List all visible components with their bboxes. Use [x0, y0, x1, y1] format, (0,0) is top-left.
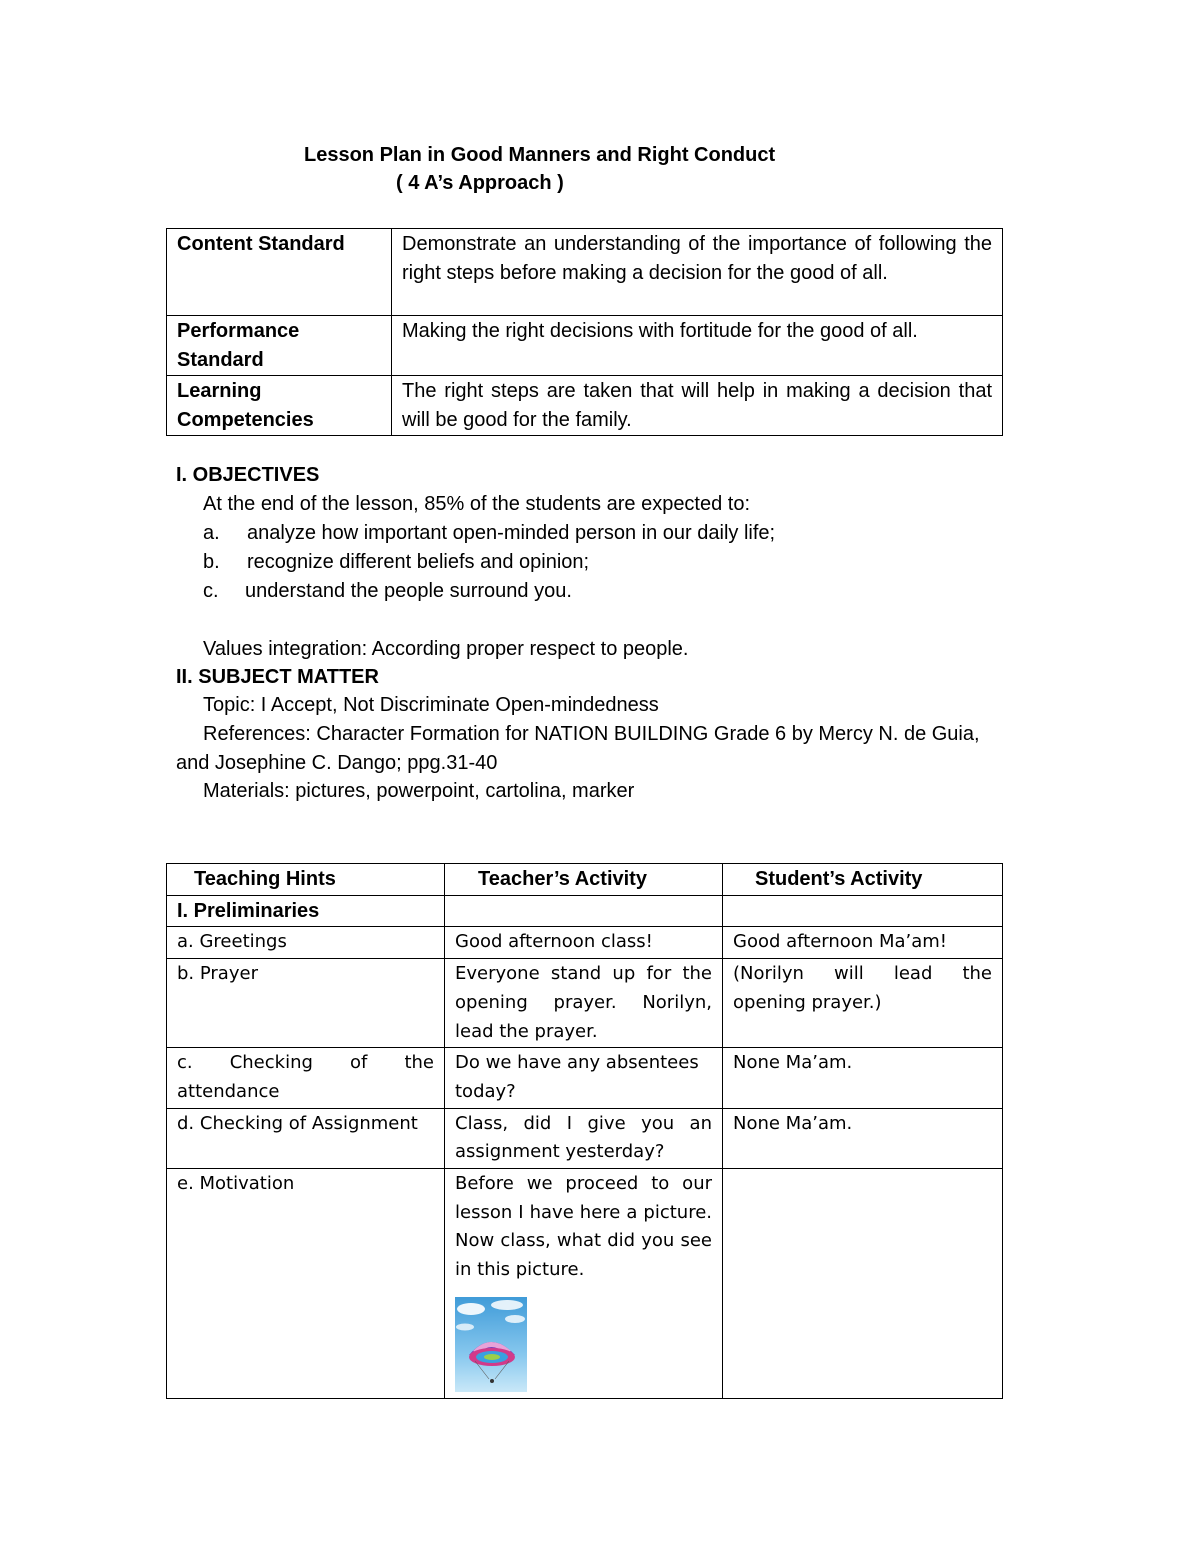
- standard-text: The right steps are taken that will help in making a decision that will be good for the family.: [392, 376, 1003, 436]
- objectives-intro: At the end of the lesson, 85% of the students are expected to:: [203, 493, 751, 515]
- column-header: Teaching Hints: [167, 864, 445, 896]
- standard-text: Demonstrate an understanding of the importance of following the right steps before making a decision for the good of all.: [392, 229, 1003, 316]
- table-row: [167, 229, 1003, 316]
- teacher-activity: Do we have any absentees today?: [445, 1048, 723, 1108]
- document-subtitle: ( 4 A’s Approach ): [396, 172, 564, 194]
- teacher-activity: Before we proceed to our lesson I have here a picture. Now class, what did you see in this picture.: [455, 1173, 712, 1281]
- objective-item: analyze how important open-minded person in our daily life;: [247, 522, 776, 544]
- objective-item: recognize different beliefs and opinion;: [247, 551, 590, 573]
- table-row: [167, 895, 1003, 927]
- standard-label: Learning Competencies: [167, 376, 392, 436]
- teacher-activity-cell: [445, 1169, 723, 1399]
- table-cell: [445, 895, 723, 927]
- table-row: [167, 1048, 1003, 1108]
- objective-marker: a.: [203, 522, 220, 544]
- table-row: [167, 376, 1003, 436]
- table-row: [167, 316, 1003, 376]
- table-cell: [723, 895, 1003, 927]
- teacher-activity: Good afternoon class!: [445, 927, 723, 959]
- materials-line: Materials: pictures, powerpoint, cartolina, marker: [203, 780, 635, 802]
- teaching-hint: d. Checking of Assignment: [167, 1108, 445, 1168]
- table-row: [167, 1169, 1003, 1399]
- standard-label: Content Standard: [167, 229, 392, 316]
- column-header: Student’s Activity: [723, 864, 1003, 896]
- teaching-hint: c. Checking of the attendance: [167, 1048, 445, 1108]
- activity-table: [166, 863, 1003, 1399]
- standard-text: Making the right decisions with fortitude for the good of all.: [392, 316, 1003, 376]
- table-header-row: [167, 864, 1003, 896]
- standards-table: [166, 228, 1003, 436]
- values-integration: Values integration: According proper respect to people.: [203, 638, 689, 660]
- student-activity: (Norilyn will lead the opening prayer.): [723, 959, 1003, 1048]
- objective-item: understand the people surround you.: [245, 580, 572, 602]
- table-row: [167, 959, 1003, 1048]
- table-row: [167, 927, 1003, 959]
- table-row: [167, 1108, 1003, 1168]
- teacher-activity: Class, did I give you an assignment yesterday?: [445, 1108, 723, 1168]
- references-line-continued: and Josephine C. Dango; ppg.31-40: [176, 752, 498, 774]
- teaching-hint: a. Greetings: [167, 927, 445, 959]
- teacher-activity: Everyone stand up for the opening prayer. Norilyn, lead the prayer.: [445, 959, 723, 1048]
- student-activity: [723, 1169, 1003, 1399]
- topic-line: Topic: I Accept, Not Discriminate Open-mindedness: [203, 694, 659, 716]
- section-heading: I. Preliminaries: [167, 895, 445, 927]
- objectives-heading: I. OBJECTIVES: [176, 464, 320, 486]
- parachute-picture: [455, 1297, 527, 1392]
- standard-label: Performance Standard: [167, 316, 392, 376]
- objective-marker: c.: [203, 580, 219, 602]
- student-activity: None Ma’am.: [723, 1108, 1003, 1168]
- references-line: References: Character Formation for NATION BUILDING Grade 6 by Mercy N. de Guia,: [203, 723, 980, 745]
- teaching-hint: e. Motivation: [167, 1169, 445, 1399]
- column-header: Teacher’s Activity: [445, 864, 723, 896]
- teaching-hint: b. Prayer: [167, 959, 445, 1048]
- subject-matter-heading: II. SUBJECT MATTER: [176, 666, 379, 688]
- student-activity: Good afternoon Ma’am!: [723, 927, 1003, 959]
- objective-marker: b.: [203, 551, 220, 573]
- document-title: Lesson Plan in Good Manners and Right Conduct: [304, 144, 776, 166]
- student-activity: None Ma’am.: [723, 1048, 1003, 1108]
